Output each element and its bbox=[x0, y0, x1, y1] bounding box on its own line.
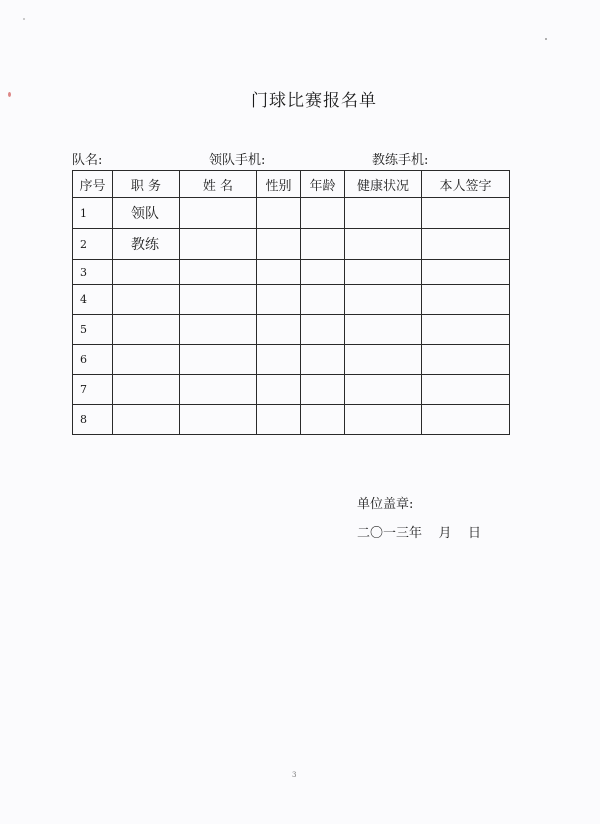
role-cell: 领队 bbox=[113, 198, 180, 229]
gender-cell[interactable] bbox=[257, 198, 301, 229]
row-number: 4 bbox=[73, 285, 113, 315]
gender-cell[interactable] bbox=[257, 229, 301, 260]
column-header-gender: 性别 bbox=[257, 171, 301, 198]
table-row bbox=[73, 315, 510, 345]
name-cell[interactable] bbox=[180, 405, 257, 435]
gender-cell[interactable] bbox=[257, 345, 301, 375]
gender-cell[interactable] bbox=[257, 315, 301, 345]
scan-speck bbox=[23, 18, 25, 20]
column-header-role: 职 务 bbox=[113, 171, 180, 198]
name-cell[interactable] bbox=[180, 315, 257, 345]
row-number: 8 bbox=[73, 405, 113, 435]
gender-cell[interactable] bbox=[257, 405, 301, 435]
age-cell[interactable] bbox=[301, 345, 345, 375]
name-cell[interactable] bbox=[180, 285, 257, 315]
scan-speck bbox=[545, 38, 547, 40]
role-cell: 教练 bbox=[113, 229, 180, 260]
health-cell[interactable] bbox=[345, 229, 422, 260]
column-header-name: 姓 名 bbox=[180, 171, 257, 198]
column-header-age: 年龄 bbox=[301, 171, 345, 198]
registration-table bbox=[72, 170, 510, 435]
age-cell[interactable] bbox=[301, 375, 345, 405]
name-cell[interactable] bbox=[180, 345, 257, 375]
age-cell[interactable] bbox=[301, 198, 345, 229]
signature-cell[interactable] bbox=[422, 375, 510, 405]
row-number: 6 bbox=[73, 345, 113, 375]
name-cell[interactable] bbox=[180, 229, 257, 260]
role-cell[interactable] bbox=[113, 375, 180, 405]
health-cell[interactable] bbox=[345, 375, 422, 405]
health-cell[interactable] bbox=[345, 405, 422, 435]
coach-phone-label: 教练手机: bbox=[372, 153, 429, 168]
health-cell[interactable] bbox=[345, 345, 422, 375]
gender-cell[interactable] bbox=[257, 260, 301, 285]
health-cell[interactable] bbox=[345, 198, 422, 229]
row-number: 7 bbox=[73, 375, 113, 405]
age-cell[interactable] bbox=[301, 229, 345, 260]
row-number: 5 bbox=[73, 315, 113, 345]
role-cell[interactable] bbox=[113, 345, 180, 375]
gender-cell[interactable] bbox=[257, 285, 301, 315]
row-number: 2 bbox=[73, 229, 113, 260]
health-cell[interactable] bbox=[345, 285, 422, 315]
table-row bbox=[73, 405, 510, 435]
gender-cell[interactable] bbox=[257, 375, 301, 405]
role-cell[interactable] bbox=[113, 315, 180, 345]
team-name-label: 队名: bbox=[72, 153, 103, 168]
health-cell[interactable] bbox=[345, 315, 422, 345]
role-cell[interactable] bbox=[113, 260, 180, 285]
signature-cell[interactable] bbox=[422, 285, 510, 315]
unit-seal-label: 单位盖章: bbox=[357, 497, 414, 512]
age-cell[interactable] bbox=[301, 260, 345, 285]
age-cell[interactable] bbox=[301, 285, 345, 315]
health-cell[interactable] bbox=[345, 260, 422, 285]
table-row bbox=[73, 198, 510, 229]
table-row bbox=[73, 375, 510, 405]
signature-cell[interactable] bbox=[422, 405, 510, 435]
name-cell[interactable] bbox=[180, 260, 257, 285]
page-number: 3 bbox=[292, 771, 297, 779]
date-line: 二〇一三年 月 日 bbox=[357, 526, 482, 541]
name-cell[interactable] bbox=[180, 375, 257, 405]
row-number: 3 bbox=[73, 260, 113, 285]
signature-cell[interactable] bbox=[422, 229, 510, 260]
table-row bbox=[73, 285, 510, 315]
role-cell[interactable] bbox=[113, 285, 180, 315]
signature-cell[interactable] bbox=[422, 345, 510, 375]
table-row bbox=[73, 345, 510, 375]
age-cell[interactable] bbox=[301, 405, 345, 435]
row-number: 1 bbox=[73, 198, 113, 229]
signature-cell[interactable] bbox=[422, 198, 510, 229]
age-cell[interactable] bbox=[301, 315, 345, 345]
table-header-row bbox=[73, 171, 510, 198]
column-header-signature: 本人签字 bbox=[422, 171, 510, 198]
column-header-no: 序号 bbox=[73, 171, 113, 198]
table-row bbox=[73, 229, 510, 260]
name-cell[interactable] bbox=[180, 198, 257, 229]
form-title: 门球比赛报名单 bbox=[251, 91, 377, 111]
column-header-health: 健康状况 bbox=[345, 171, 422, 198]
signature-cell[interactable] bbox=[422, 315, 510, 345]
table-row bbox=[73, 260, 510, 285]
role-cell[interactable] bbox=[113, 405, 180, 435]
leader-phone-label: 领队手机: bbox=[209, 153, 266, 168]
signature-cell[interactable] bbox=[422, 260, 510, 285]
